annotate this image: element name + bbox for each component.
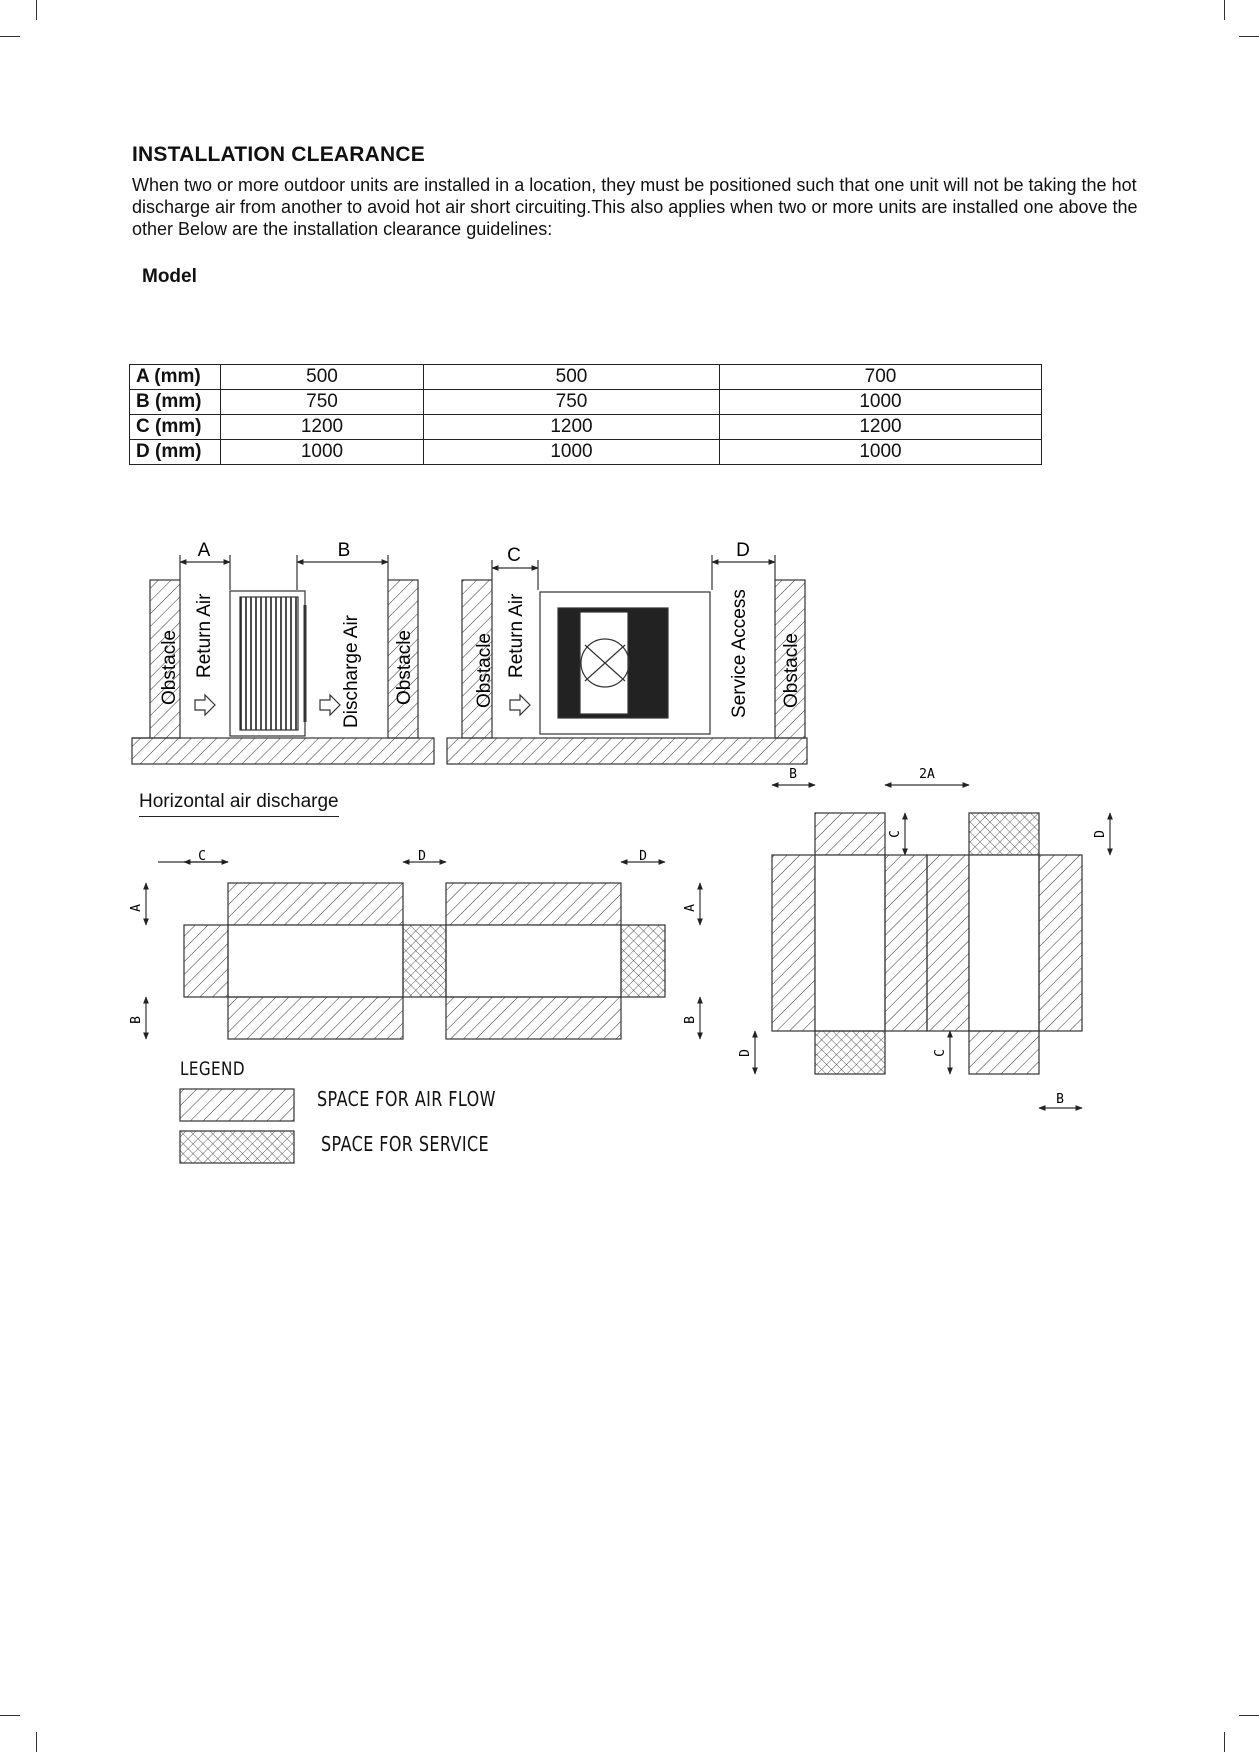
horizontal-plan (146, 862, 700, 1039)
fan-guard (580, 612, 628, 714)
table-cell: 500 (424, 365, 720, 390)
airflow-zone (772, 855, 815, 1031)
dim-label-b: B (789, 767, 797, 782)
dim-label-a: A (683, 904, 698, 912)
legend-title: LEGEND (180, 1058, 245, 1080)
table-cell: 1000 (720, 440, 1042, 465)
dim-label-2a: 2A (919, 767, 935, 782)
dim-label-c: C (933, 1049, 948, 1057)
dim-label-c: C (198, 849, 206, 864)
legend-service-swatch (180, 1131, 294, 1163)
return-air-label: Return Air (194, 593, 215, 678)
airflow-zone (969, 1031, 1039, 1074)
unit-plan (228, 925, 403, 997)
dim-label-c: C (507, 545, 521, 566)
table-cell: 750 (221, 390, 424, 415)
legend-airflow-swatch (180, 1089, 294, 1121)
front-view (447, 555, 807, 764)
table-cell: 700 (720, 365, 1042, 390)
dim-label-c: C (888, 830, 903, 838)
row-label: B (mm) (130, 390, 221, 415)
dim-label-d: D (639, 849, 647, 864)
airflow-zone (815, 813, 885, 855)
model-label: Model (142, 266, 197, 287)
page-title: INSTALLATION CLEARANCE (132, 143, 425, 166)
airflow-zone (228, 883, 403, 925)
coil-grille (240, 597, 298, 730)
dim-label-d: D (736, 540, 750, 561)
airflow-zone (927, 855, 969, 1031)
unit-plan (446, 925, 621, 997)
dim-label-b: B (129, 1016, 144, 1024)
obstacle-label: Obstacle (781, 633, 802, 708)
table-cell: 1000 (424, 440, 720, 465)
stacked-plan (755, 785, 1110, 1108)
airflow-zone (446, 997, 621, 1039)
horizontal-discharge-label: Horizontal air discharge (139, 791, 339, 817)
service-zone (403, 925, 446, 997)
airflow-zone (446, 883, 621, 925)
unit-plan (969, 855, 1039, 1031)
dim-label-d: D (418, 849, 426, 864)
legend-service-label: SPACE FOR SERVICE (321, 1132, 490, 1156)
airflow-zone (885, 855, 927, 1031)
table-cell: 1200 (221, 415, 424, 440)
discharge-air-label: Discharge Air (341, 615, 362, 728)
dim-label-a: A (129, 904, 144, 912)
airflow-zone (228, 997, 403, 1039)
dim-label-a: A (197, 540, 211, 561)
table-cell: 500 (221, 365, 424, 390)
service-zone (815, 1031, 885, 1074)
obstacle-label: Obstacle (159, 630, 180, 705)
table-cell: 1000 (720, 390, 1042, 415)
table-cell: 1200 (720, 415, 1042, 440)
row-label: A (mm) (130, 365, 221, 390)
table-cell: 1000 (221, 440, 424, 465)
row-label: C (mm) (130, 415, 221, 440)
ground-hatch (447, 738, 807, 764)
table-cell: 750 (424, 390, 720, 415)
service-zone (621, 925, 665, 997)
obstacle-label: Obstacle (474, 633, 495, 708)
return-air-label: Return Air (506, 593, 527, 678)
airflow-zone (1039, 855, 1082, 1031)
airflow-zone (184, 925, 228, 997)
service-zone (969, 813, 1039, 855)
dim-label-b: B (337, 540, 351, 561)
ground-hatch (132, 738, 434, 764)
dim-label-b: B (683, 1016, 698, 1024)
dim-label-b: B (1056, 1092, 1064, 1107)
table-cell: 1200 (424, 415, 720, 440)
row-label: D (mm) (130, 440, 221, 465)
unit-plan (815, 855, 885, 1031)
legend-airflow-label: SPACE FOR AIR FLOW (317, 1087, 496, 1111)
dim-label-d: D (1093, 830, 1108, 838)
dim-label-d: D (738, 1049, 753, 1057)
obstacle-label: Obstacle (394, 630, 415, 705)
service-access-label: Service Access (729, 589, 750, 718)
intro-paragraph: When two or more outdoor units are installed in a location, they must be positioned such that one unit will not be taking the hot discharge air from another to avoid hot air short circuiting.This also applies when two or more units are installed one above the other Below are the installation clearance guidelines: (132, 175, 1138, 239)
